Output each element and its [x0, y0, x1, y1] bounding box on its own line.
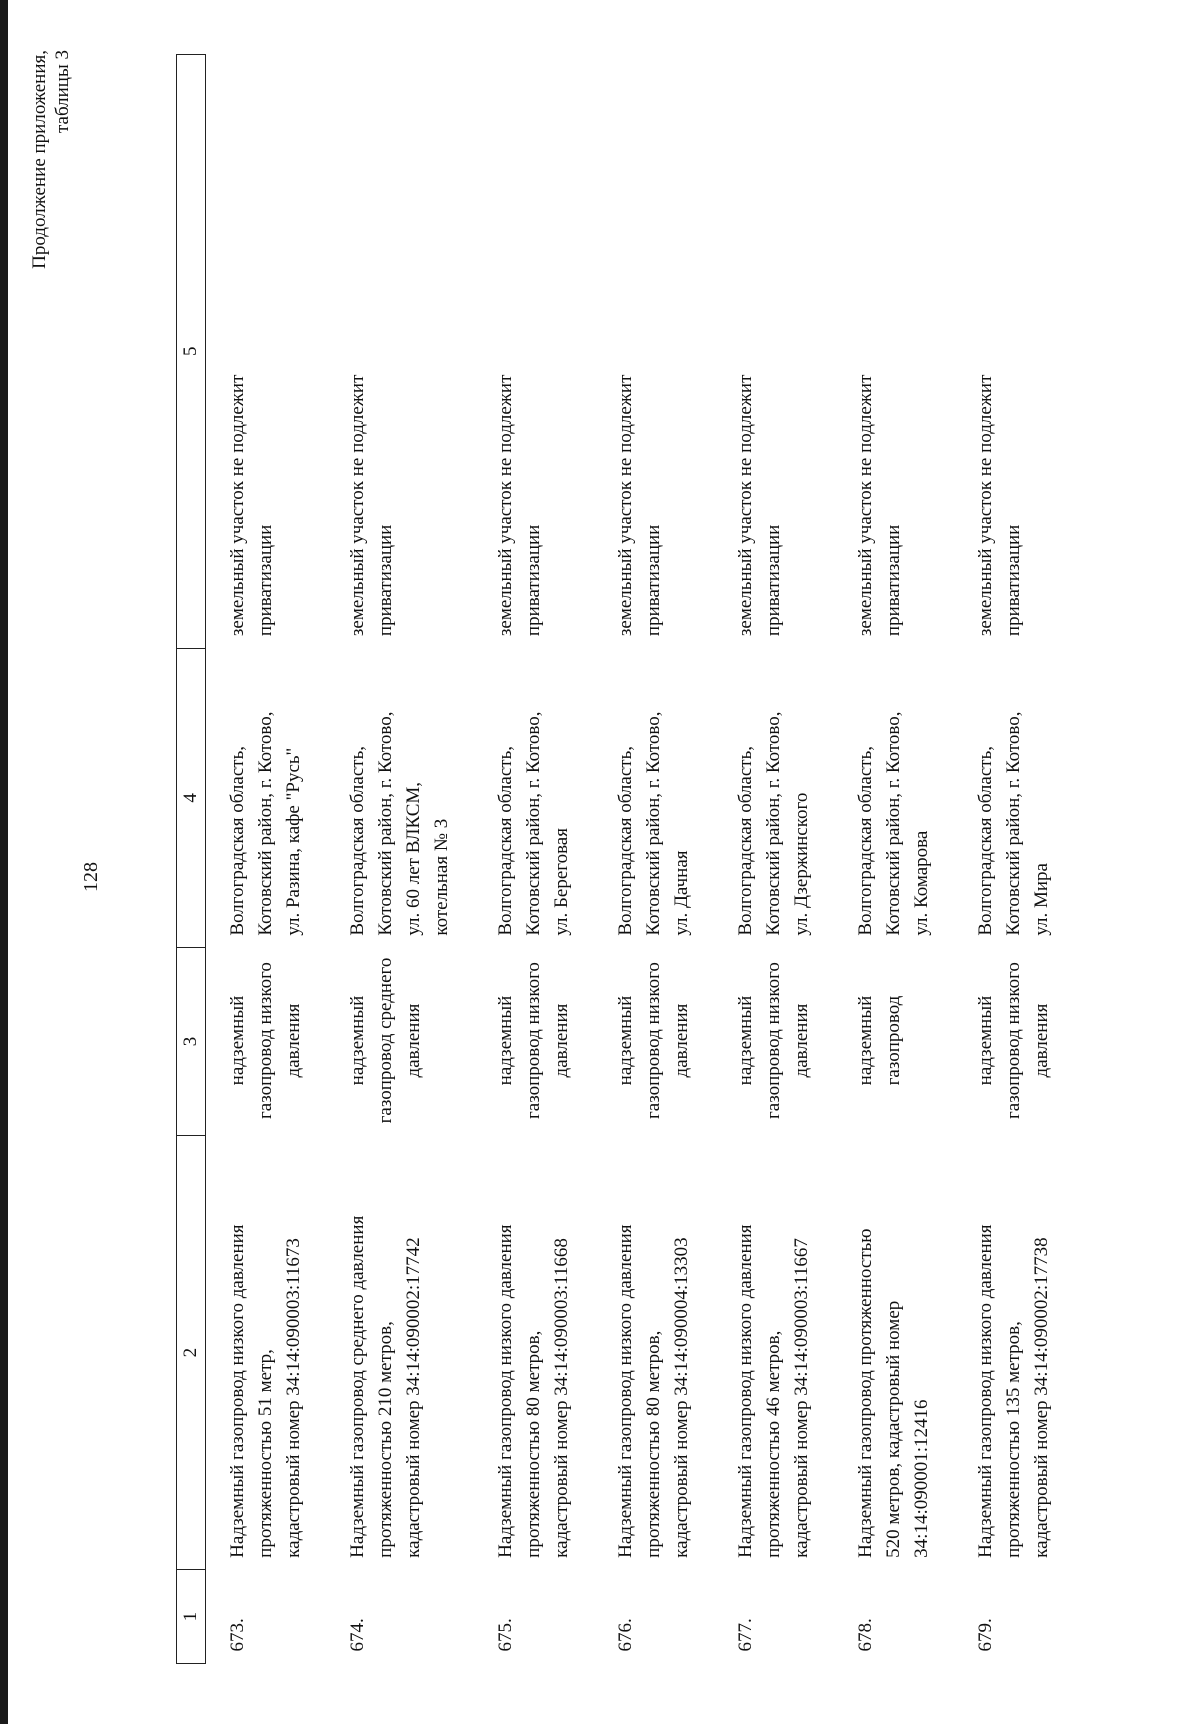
object-type [594, 948, 714, 1136]
object-type-line: газопровод низкого [523, 962, 544, 1119]
object-address-line: Волгоградская область, [227, 745, 248, 936]
object-address [954, 648, 1074, 948]
object-type-line: надземный [495, 995, 516, 1086]
object-address-line: ул. Дачная [671, 850, 692, 936]
object-note-line: земельный участок не подлежит [495, 374, 516, 637]
object-name-line: протяженностью 46 метров, [763, 1330, 784, 1558]
object-name-line: 520 метров, кадастровый номер [883, 1300, 904, 1558]
object-name-line: Надземный газопровод низкого давления [975, 1224, 996, 1558]
table-row [326, 55, 474, 1664]
object-name [326, 1135, 474, 1569]
object-note-line: приватизации [883, 524, 904, 637]
object-address-line: Волгоградская область, [615, 745, 636, 936]
gas-pipeline-table [176, 54, 1074, 1664]
object-address-line: Котовский район, г. Котово, [523, 711, 544, 936]
header-col-1: 1 [177, 1570, 206, 1664]
object-address-line: Котовский район, г. Котово, [1003, 711, 1024, 936]
object-note-line: приватизации [643, 524, 664, 637]
object-note-line: приватизации [763, 524, 784, 637]
table-row [834, 55, 954, 1664]
object-note [594, 55, 714, 649]
object-address-line: Волгоградская область, [495, 745, 516, 936]
object-name-line: протяженностью 80 метров, [523, 1330, 544, 1558]
object-address [474, 648, 594, 948]
object-name-line: Надземный газопровод низкого давления [735, 1224, 756, 1558]
table-row [206, 55, 327, 1664]
object-name [206, 1135, 327, 1569]
object-address [326, 648, 474, 948]
object-type-line: надземный [615, 995, 636, 1086]
object-address-line: Волгоградская область, [347, 745, 368, 936]
table-row [954, 55, 1074, 1664]
object-address-line: ул. Дзержинского [791, 792, 812, 936]
object-type-line: давления [283, 1003, 304, 1078]
object-note-line: земельный участок не подлежит [975, 374, 996, 637]
object-note [474, 55, 594, 649]
object-name-line: кадастровый номер 34:14:090002:17742 [403, 1237, 424, 1558]
header-col-5: 5 [177, 55, 206, 649]
object-type [834, 948, 954, 1136]
object-name-line: кадастровый номер 34:14:090003:11673 [283, 1238, 304, 1558]
table-caption [28, 50, 74, 269]
object-address-line: ул. Береговая [551, 828, 572, 936]
object-type-line: газопровод низкого [255, 962, 276, 1119]
object-note [954, 55, 1074, 649]
row-number: 676. [615, 1618, 636, 1652]
object-note-line: земельный участок не подлежит [347, 374, 368, 637]
object-type [474, 948, 594, 1136]
row-number: 679. [975, 1618, 996, 1652]
table-row [474, 55, 594, 1664]
object-name-line: Надземный газопровод среднего давления [347, 1215, 368, 1558]
header-col-4: 4 [177, 648, 206, 948]
object-type-line: надземный [855, 995, 876, 1086]
object-address [714, 648, 834, 948]
caption-line-2: таблицы 3 [52, 50, 73, 133]
object-address-line: котельная № 3 [431, 818, 452, 936]
object-note [714, 55, 834, 649]
object-type [206, 948, 327, 1136]
object-name [474, 1135, 594, 1569]
object-address-line: Котовский район, г. Котово, [643, 711, 664, 936]
object-type-line: газопровод низкого [643, 962, 664, 1119]
object-name [594, 1135, 714, 1569]
object-address-line: ул. Комарова [911, 830, 932, 936]
object-name-line: кадастровый номер 34:14:090004:13303 [671, 1237, 692, 1558]
object-type [954, 948, 1074, 1136]
object-address [206, 648, 327, 948]
object-type-line: надземный [347, 995, 368, 1086]
object-note-line: приватизации [255, 524, 276, 637]
object-address-line: Волгоградская область, [975, 745, 996, 936]
object-name [834, 1135, 954, 1569]
object-type-line: давления [403, 1003, 424, 1078]
object-name-line: Надземный газопровод низкого давления [615, 1224, 636, 1558]
object-address-line: Волгоградская область, [735, 745, 756, 936]
object-type-line: давления [551, 1003, 572, 1078]
header-col-2: 2 [177, 1135, 206, 1569]
object-address-line: ул. Разина, кафе "Русь" [283, 747, 304, 936]
object-name-line: кадастровый номер 34:14:090003:11667 [791, 1238, 812, 1558]
object-name-line: Надземный газопровод протяженностью [855, 1228, 876, 1558]
object-address [834, 648, 954, 948]
object-name [954, 1135, 1074, 1569]
object-note-line: земельный участок не подлежит [735, 374, 756, 637]
object-address-line: ул. 60 лет ВЛКСМ, [403, 781, 424, 936]
row-number: 673. [227, 1618, 248, 1652]
object-note [206, 55, 327, 649]
object-note-line: земельный участок не подлежит [855, 374, 876, 637]
object-type-line: надземный [227, 995, 248, 1086]
table-row [714, 55, 834, 1664]
object-type-line: газопровод низкого [763, 962, 784, 1119]
object-address-line: Волгоградская область, [855, 745, 876, 936]
object-name-line: 34:14:090001:12416 [911, 1399, 932, 1558]
row-number: 674. [347, 1618, 368, 1652]
row-number: 678. [855, 1618, 876, 1652]
object-note-line: земельный участок не подлежит [227, 374, 248, 637]
object-note [326, 55, 474, 649]
object-address-line: Котовский район, г. Котово, [375, 711, 396, 936]
object-note-line: приватизации [375, 524, 396, 637]
page-number: 128 [80, 862, 102, 892]
object-type-line: газопровод низкого [1003, 962, 1024, 1119]
object-address-line: Котовский район, г. Котово, [883, 711, 904, 936]
header-col-3: 3 [177, 948, 206, 1136]
object-note-line: земельный участок не подлежит [615, 374, 636, 637]
object-note-line: приватизации [523, 524, 544, 637]
object-type-line: газопровод среднего [375, 957, 396, 1124]
row-number: 675. [495, 1618, 516, 1652]
table-row [594, 55, 714, 1664]
object-name-line: протяженностью 210 метров, [375, 1321, 396, 1558]
object-name-line: протяженностью 135 метров, [1003, 1321, 1024, 1558]
object-name-line: кадастровый номер 34:14:090002:17738 [1031, 1237, 1052, 1558]
object-type-line: надземный [975, 995, 996, 1086]
object-name-line: Надземный газопровод низкого давления [227, 1224, 248, 1558]
object-type-line: давления [671, 1003, 692, 1078]
object-note [834, 55, 954, 649]
object-address [594, 648, 714, 948]
object-type [714, 948, 834, 1136]
table-header-row [177, 55, 206, 1664]
row-number: 677. [735, 1618, 756, 1652]
object-name-line: протяженностью 80 метров, [643, 1330, 664, 1558]
table-body [206, 55, 1075, 1664]
object-address-line: Котовский район, г. Котово, [255, 711, 276, 936]
object-name [714, 1135, 834, 1569]
object-type-line: газопровод [883, 995, 904, 1086]
object-type-line: давления [1031, 1003, 1052, 1078]
object-note-line: приватизации [1003, 524, 1024, 637]
object-address-line: ул. Мира [1031, 863, 1052, 936]
object-name-line: протяженностью 51 метр, [255, 1349, 276, 1558]
object-name-line: Надземный газопровод низкого давления [495, 1224, 516, 1558]
object-type-line: надземный [735, 995, 756, 1086]
object-type-line: давления [791, 1003, 812, 1078]
object-name-line: кадастровый номер 34:14:090003:11668 [551, 1238, 572, 1558]
caption-line-1: Продолжение приложения, [29, 50, 50, 269]
object-address-line: Котовский район, г. Котово, [763, 711, 784, 936]
object-type [326, 948, 474, 1136]
